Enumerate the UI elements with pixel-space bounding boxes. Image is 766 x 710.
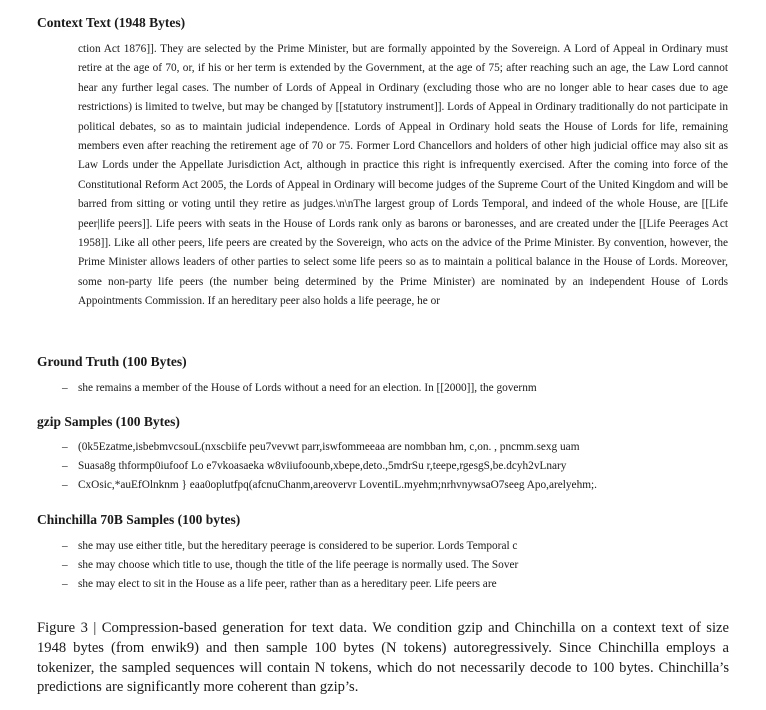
context-text-heading: Context Text (1948 Bytes): [37, 15, 186, 30]
chinchilla-sample-text: she may choose which title to use, though the title of the life peerage is normally used. The Sover: [78, 559, 519, 572]
list-dash: –: [62, 441, 68, 453]
gzip-sample-item: [62, 438, 597, 457]
chinchilla-sample-item: [62, 556, 518, 575]
context-text-body: ction Act 1876]]. They are selected by the Prime Minister, but are formally appointed by the Sovereign. A Lord of Appeal in Ordinary must retire at the age of 70, or, if his or her term is extended by the Government, at the age of 75; after reaching such an age, the Law Lord cannot hear any further legal cases. The number of Lords of Appeal in Ordinary (excluding those who are no longer able to hear cases due to age restrictions) is limited to twelve, but may be changed by [[statutory instrument]]. Lords of Appeal in Ordinary traditionally do not participate in political debates, so as to maintain judicial independence. Lords of Appeal in Ordinary hold seats the House of Lords for life, remaining members even after reaching the retirement age of 70 or 75. Former Lord Chancellors and holders of other high judicial office may also sit as Law Lords under the Appellate Jurisdiction Act, although in practice this right is infrequently exercised. After the coming into force of the Constitutional Reform Act 2005, the Lords of Appeal in Ordinary will become judges of the Supreme Court of the United Kingdom and will be barred from sitting or voting until they retire as judges.\n\nThe largest group of Lords Temporal, and indeed of the whole House, are [[Life peer|life peers]]. Life peers with seats in the House of Lords rank only as barons or baronesses, and are created under the [[Life Peerages Act 1958]]. Like all other peers, life peers are created by the Sovereign, who acts on the advice of the Prime Minister. By convention, however, the Prime Minister allows leaders of other parties to select some life peers so as to maintain a political balance in the House of Lords. Moreover, some non-party life peers (the number being determined by the Prime Minister) are nominated by an independent House of Lords Appointments Commission. If an hereditary peer also holds a life peerage, he or: [78, 43, 728, 308]
list-dash: –: [62, 578, 68, 591]
gzip-sample-item: [62, 457, 597, 476]
list-dash: –: [62, 559, 68, 572]
list-dash: –: [62, 479, 68, 492]
list-dash: –: [62, 540, 68, 552]
list-dash: –: [62, 460, 68, 473]
list-dash: –: [62, 382, 68, 394]
chinchilla-samples-list: [62, 537, 518, 595]
ground-truth-list: [62, 379, 537, 398]
chinchilla-sample-item: [62, 537, 518, 556]
ground-truth-text: she remains a member of the House of Lords without a need for an election. In [[2000]], the governm: [78, 382, 537, 394]
chinchilla-sample-text: she may use either title, but the hereditary peerage is considered to be superior. Lords Temporal c: [78, 540, 518, 552]
caption-text: Compression-based generation for text data. We condition gzip and Chinchilla on a context text of size 1948 bytes (from enwik9) and then sample 100 bytes (N tokens) autoregressively. Since Chinchilla employs a tokenizer, the sampled sequences will contain N tokens, which do not necessarily decode to 100 bytes. Chinchilla’s predictions are significantly more coherent than gzip’s.: [37, 620, 729, 696]
gzip-samples-list: [62, 438, 597, 496]
chinchilla-samples-heading: Chinchilla 70B Samples (100 bytes): [37, 512, 241, 527]
gzip-sample-text: Suasa8g thformp0iufoof Lo e7vkoasaeka w8viiufoounb,xbepe,deto.,5mdrSu r,teepe,rgesgS,be.dcyh2vLnary: [78, 460, 567, 473]
figure-caption: [37, 619, 729, 698]
figure-label: Figure 3 |: [37, 620, 97, 636]
chinchilla-sample-item: [62, 575, 518, 594]
chinchilla-sample-text: she may elect to sit in the House as a life peer, rather than as a hereditary peer. Life peers are: [78, 578, 497, 591]
gzip-sample-item: [62, 476, 597, 495]
gzip-sample-text: CxOsic,*auEfOlnknm } eaa0oplutfpq(afcnuChanm,areovervr LoventiL.myehm;nrhvnywsaO7seeg Apo,arelyehm;.: [78, 479, 597, 492]
ground-truth-item: [62, 379, 537, 398]
gzip-sample-text: (0k5Ezatme,isbebmvcsouL(nxscbiife peu7vevwt parr,iswfommeeaa are nombban hm, c,on. , pncmm.sexg uam: [78, 441, 580, 453]
ground-truth-heading: Ground Truth (100 Bytes): [37, 354, 187, 369]
gzip-samples-heading: gzip Samples (100 Bytes): [37, 414, 180, 429]
